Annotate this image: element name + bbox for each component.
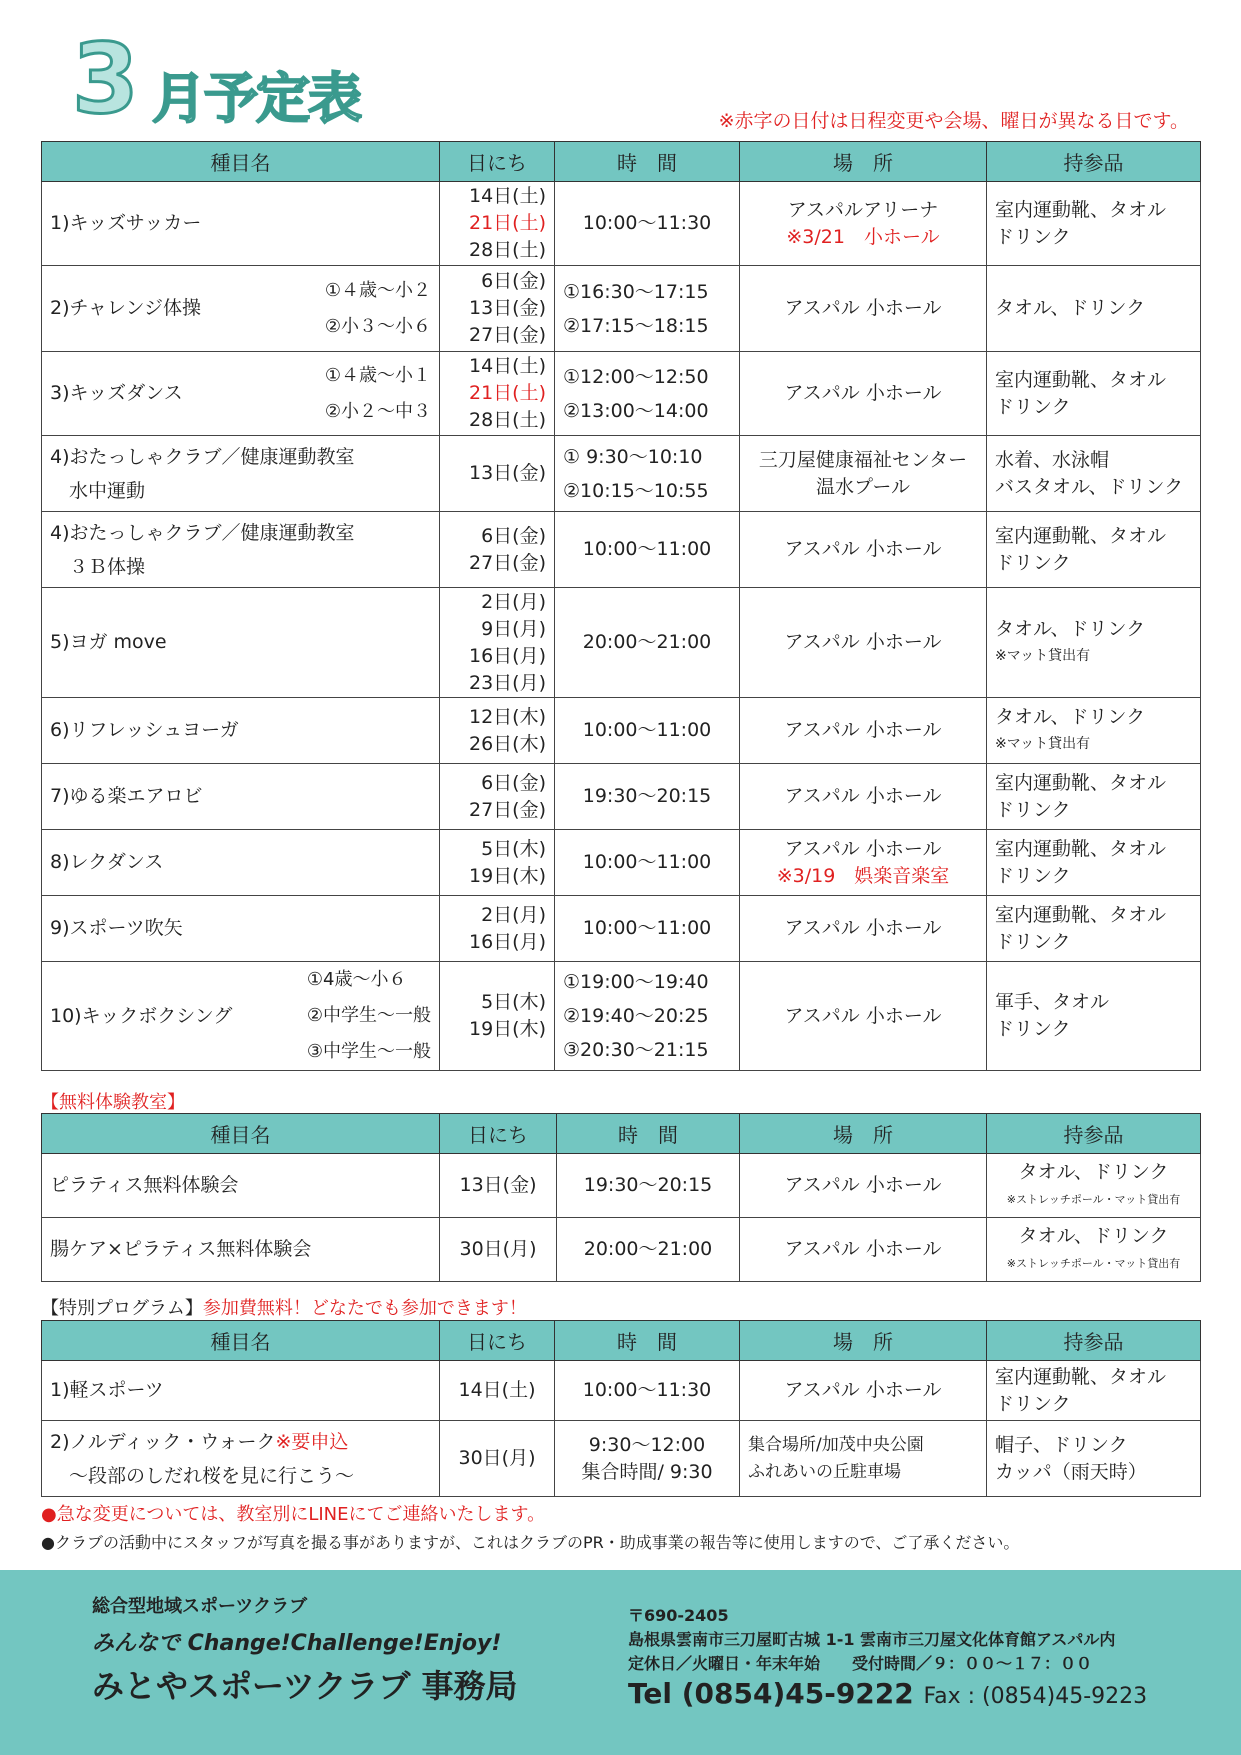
time-item: 20:00～21:00 — [582, 631, 712, 653]
table-row — [42, 512, 1201, 588]
age-group: ①４歳～小１ — [324, 364, 431, 386]
cell-name: 腸ケア×ピラティス無料体験会 — [42, 1218, 440, 1282]
table-row — [42, 896, 1201, 962]
date-item: 26日(木) — [468, 732, 546, 755]
header-name: 種目名 — [42, 1114, 440, 1154]
age-groups — [325, 273, 431, 345]
time-item: ① 9:30～10:10 — [563, 445, 703, 468]
cell-name — [42, 182, 440, 266]
activity-name: 9)スポーツ吹矢 — [50, 917, 183, 939]
cell-items — [987, 830, 1201, 896]
footer-org: 総合型地域スポーツクラブ — [92, 1596, 308, 1617]
cell-date — [440, 896, 555, 962]
cell-name — [42, 764, 440, 830]
date-item: 27日(金) — [468, 324, 546, 346]
cell-date: 30日(月) — [440, 1421, 555, 1497]
note-line-change: ●急な変更については、教室別にLINEにてご連絡いたします。 — [41, 1504, 546, 1525]
activity-name-block — [50, 1003, 232, 1030]
cell-place — [740, 182, 987, 266]
cell-name — [42, 1421, 440, 1497]
activity-name: 7)ゆる楽エアロビ — [50, 785, 203, 807]
place-item: アスパル 小ホール — [784, 1004, 942, 1027]
activity-name: 5)ヨガ move — [50, 631, 167, 653]
item-line: タオル、ドリンク — [995, 705, 1146, 728]
age-groups — [307, 962, 431, 1070]
cell-date — [440, 962, 555, 1071]
table-row — [42, 436, 1201, 512]
time-item: 集合時間/ 9:30 — [581, 1460, 713, 1483]
place-item: ※3/19 娯楽音楽室 — [776, 864, 950, 887]
activity-name: 2)ノルディック・ウォーク — [50, 1430, 276, 1453]
cell-place — [740, 764, 987, 830]
date-item: 13日(金) — [468, 297, 546, 319]
item-line: ドリンク — [995, 1392, 1071, 1415]
date-item: 12日(木) — [468, 705, 546, 728]
name-wrap — [50, 962, 431, 1070]
place-item: アスパル 小ホール — [784, 719, 942, 741]
main-schedule-table — [41, 141, 1201, 1071]
item-line: ※マット貸出有 — [995, 735, 1091, 752]
cell-time — [555, 896, 740, 962]
cell-date — [440, 698, 555, 764]
cell-time — [555, 588, 740, 698]
time-item: 10:00～11:30 — [582, 1379, 712, 1401]
cell-time — [555, 436, 740, 512]
cell-name — [42, 962, 440, 1071]
time-item: 19:30～20:15 — [582, 785, 712, 807]
item-line: ※マット貸出有 — [995, 647, 1091, 664]
date-item: 21日(土) — [468, 382, 546, 404]
cell-items — [987, 896, 1201, 962]
title-text: 月予定表 — [152, 67, 360, 130]
cell-items — [987, 1218, 1201, 1282]
cell-place: アスパル 小ホール — [740, 1154, 987, 1218]
time-item: ②13:00～14:00 — [563, 399, 709, 422]
date-item: 16日(月) — [468, 930, 546, 953]
cell-time — [555, 962, 740, 1071]
cell-time — [555, 182, 740, 266]
item-line: タオル、ドリンク — [995, 617, 1146, 640]
date-item: 13日(金) — [468, 462, 546, 484]
activity-name: 8)レクダンス — [50, 851, 164, 873]
item-line: ドリンク — [995, 225, 1071, 248]
cell-time: 19:30～20:15 — [557, 1154, 740, 1218]
cell-place — [740, 436, 987, 512]
cell-date — [440, 352, 555, 436]
header-date: 日にち — [440, 142, 555, 182]
activity-subname: 水中運動 — [50, 479, 146, 502]
cell-place — [740, 512, 987, 588]
footer-hours: 定休日／火曜日・年末年始 受付時間／９：００～１７：００ — [628, 1654, 1093, 1673]
table-row — [42, 182, 1201, 266]
date-item: 23日(月) — [468, 671, 546, 694]
table-row — [42, 830, 1201, 896]
age-group: ②中学生～一般 — [306, 1005, 431, 1026]
time-item: 9:30～12:00 — [588, 1433, 706, 1456]
cell-time — [555, 1421, 740, 1497]
cell-date: 30日(月) — [440, 1218, 557, 1282]
cell-items — [987, 512, 1201, 588]
footer-address: 島根県雲南市三刀屋町古城 1-1 雲南市三刀屋文化体育館アスパル内 — [628, 1630, 1116, 1649]
item-line: ドリンク — [995, 1018, 1071, 1040]
cell-date — [440, 182, 555, 266]
date-item: 6日(金) — [481, 270, 546, 292]
table-row — [42, 764, 1201, 830]
header-time: 時 間 — [555, 1321, 740, 1361]
header-time: 時 間 — [555, 142, 740, 182]
time-item: 10:00～11:00 — [582, 917, 712, 939]
date-item: 14日(土) — [468, 355, 546, 377]
item-note: ※ストレッチポール・マット貸出有 — [1006, 1192, 1181, 1206]
header-items: 持参品 — [987, 1321, 1201, 1361]
cell-date — [440, 764, 555, 830]
header-date: 日にち — [440, 1321, 555, 1361]
name-wrap — [50, 849, 431, 876]
cell-name — [42, 266, 440, 352]
date-item: 14日(土) — [468, 185, 546, 207]
activity-name: 1)キッズサッカー — [50, 212, 202, 234]
activity-name-block — [50, 849, 163, 876]
place-item: アスパル 小ホール — [784, 382, 942, 404]
item-line: 帽子、ドリンク — [995, 1433, 1128, 1456]
special-section-note: 参加費無料！どなたでも参加できます！ — [202, 1298, 527, 1319]
place-item: アスパル 小ホール — [784, 1379, 942, 1401]
date-item: 28日(土) — [468, 409, 546, 431]
date-item: 19日(木) — [468, 864, 546, 887]
item-line: ドリンク — [995, 930, 1071, 953]
item-line: 室内運動靴、タオル — [995, 903, 1167, 926]
cell-name — [42, 436, 440, 512]
item-line: カッパ（雨天時） — [995, 1460, 1147, 1483]
cell-name — [42, 698, 440, 764]
date-item: 2日(月) — [481, 903, 546, 926]
activity-name-block — [50, 915, 183, 942]
cell-place: アスパル 小ホール — [740, 1218, 987, 1282]
cell-time — [555, 266, 740, 352]
cell-items — [987, 436, 1201, 512]
date-item: 16日(月) — [468, 644, 546, 667]
footer-left — [92, 1592, 518, 1707]
footer-slogan: みんなで Change!Challenge!Enjoy! — [92, 1631, 502, 1656]
date-item: 5日(木) — [481, 837, 546, 860]
cell-time — [555, 764, 740, 830]
item-line: ドリンク — [995, 798, 1071, 821]
footer-fax: Fax : (0854)45-9223 — [923, 1684, 1148, 1709]
table-row — [42, 1361, 1201, 1421]
activity-name-block — [50, 717, 239, 744]
activity-name: 4)おたっしゃクラブ／健康運動教室 — [50, 445, 355, 468]
cell-name — [42, 352, 440, 436]
header-items: 持参品 — [987, 142, 1201, 182]
cell-place — [740, 1421, 987, 1497]
cell-items — [987, 588, 1201, 698]
date-item: 28日(土) — [468, 239, 546, 261]
place-item: アスパル 小ホール — [784, 785, 942, 807]
place-item: 温水プール — [815, 475, 911, 498]
time-item: 10:00～11:00 — [582, 719, 712, 741]
note-photo: ●クラブの活動中にスタッフが写真を撮る事がありますが、これはクラブのPR・助成事業の報告等に使用しますので、ご了承ください。 — [41, 1533, 1020, 1552]
free-section-title: 【無料体験教室】 — [41, 1092, 185, 1113]
place-item: アスパル 小ホール — [784, 837, 942, 860]
item-line: タオル、ドリンク — [995, 297, 1146, 319]
activity-name-block — [50, 440, 355, 508]
special-section-title — [41, 1294, 527, 1320]
table-header-row — [42, 1321, 1201, 1361]
activity-name-line — [50, 1377, 431, 1404]
name-wrap — [50, 717, 431, 744]
header-name: 種目名 — [42, 142, 440, 182]
cell-items — [987, 1421, 1201, 1497]
header-time: 時 間 — [557, 1114, 740, 1154]
free-trial-table — [41, 1113, 1201, 1282]
date-item: 19日(木) — [468, 1018, 546, 1040]
table-row — [42, 1421, 1201, 1497]
cell-place — [740, 896, 987, 962]
cell-items — [987, 1154, 1201, 1218]
footer-right — [628, 1604, 1147, 1709]
cell-date: 14日(土) — [440, 1361, 555, 1421]
cell-place — [740, 698, 987, 764]
activity-name: 2)チャレンジ体操 — [50, 297, 201, 319]
activity-name: 3)キッズダンス — [50, 382, 183, 404]
item-line: バスタオル、ドリンク — [995, 475, 1184, 498]
item-line: 軍手、タオル — [995, 991, 1110, 1013]
cell-place — [740, 1361, 987, 1421]
header-place: 場 所 — [740, 1321, 987, 1361]
age-group: ②小２～中３ — [324, 400, 431, 422]
activity-name-line — [50, 1425, 431, 1459]
activity-name-block — [50, 783, 203, 810]
cell-time — [555, 352, 740, 436]
footer — [0, 1570, 1241, 1755]
date-item: 6日(金) — [481, 524, 546, 547]
time-item: 10:00～11:00 — [582, 851, 712, 873]
age-group: ①４歳～小２ — [324, 279, 431, 301]
cell-items — [987, 764, 1201, 830]
item-line: 室内運動靴、タオル — [995, 198, 1167, 221]
date-item: 5日(木) — [481, 991, 546, 1013]
time-item: ②19:40～20:25 — [563, 1005, 709, 1027]
time-item: ①12:00～12:50 — [563, 365, 709, 388]
place-item: アスパル 小ホール — [784, 631, 942, 653]
item-note: ※ストレッチポール・マット貸出有 — [1006, 1256, 1181, 1270]
activity-subname: ３Ｂ体操 — [50, 555, 146, 578]
cell-items — [987, 266, 1201, 352]
header-date: 日にち — [440, 1114, 557, 1154]
item-line: 室内運動靴、タオル — [995, 1365, 1167, 1388]
cell-place — [740, 962, 987, 1071]
time-item: 10:00～11:30 — [582, 212, 712, 234]
item-line: ドリンク — [995, 864, 1071, 887]
date-item: 9日(月) — [481, 617, 546, 640]
cell-date — [440, 830, 555, 896]
cell-place — [740, 266, 987, 352]
date-item: 6日(金) — [481, 771, 546, 794]
cell-name — [42, 896, 440, 962]
header-place: 場 所 — [740, 142, 987, 182]
name-wrap — [50, 783, 431, 810]
time-item: ③20:30～21:15 — [563, 1039, 709, 1061]
cell-name — [42, 830, 440, 896]
footer-postal: 〒690-2405 — [628, 1606, 729, 1625]
cell-date — [440, 266, 555, 352]
cell-place — [740, 588, 987, 698]
special-program-table — [41, 1320, 1201, 1497]
cell-date — [440, 512, 555, 588]
activity-subtitle: ～段部のしだれ桜を見に行こう～ — [50, 1464, 355, 1487]
age-groups — [325, 358, 431, 430]
time-item: ①16:30～17:15 — [563, 280, 709, 303]
item-line: タオル、ドリンク — [1018, 1224, 1169, 1247]
place-item: アスパルアリーナ — [787, 198, 939, 221]
date-item: 27日(金) — [468, 551, 546, 574]
table-header-row — [42, 1114, 1201, 1154]
table-row — [42, 1218, 1201, 1282]
activity-name: 6)リフレッシュヨーガ — [50, 719, 239, 741]
item-line: ドリンク — [995, 551, 1071, 574]
cell-time: 20:00～21:00 — [557, 1218, 740, 1282]
place-item: ふれあいの丘駐車場 — [748, 1461, 901, 1482]
activity-name-block — [50, 210, 201, 237]
place-item: ※3/21 小ホール — [786, 225, 940, 248]
header-name: 種目名 — [42, 1321, 440, 1361]
header-place: 場 所 — [740, 1114, 987, 1154]
name-wrap — [50, 210, 431, 237]
table-header-row — [42, 142, 1201, 182]
item-line: 水着、水泳帽 — [995, 448, 1110, 471]
age-group: ①4歳～小６ — [306, 969, 407, 990]
cell-name — [42, 588, 440, 698]
age-group: ②小３～小６ — [324, 315, 431, 337]
activity-name: 10)キックボクシング — [50, 1004, 233, 1027]
cell-name — [42, 512, 440, 588]
activity-name-block — [50, 629, 167, 656]
table-row — [42, 1154, 1201, 1218]
cell-place — [740, 352, 987, 436]
cell-date — [440, 588, 555, 698]
age-group: ③中学生～一般 — [306, 1041, 431, 1062]
cell-date: 13日(金) — [440, 1154, 557, 1218]
top-note: ※赤字の日付は日程変更や会場、曜日が異なる日です。 — [718, 110, 1189, 132]
place-item: アスパル 小ホール — [784, 297, 942, 319]
apply-required: ※要申込 — [275, 1430, 349, 1453]
place-item: アスパル 小ホール — [784, 538, 942, 560]
time-item: 10:00～11:00 — [582, 538, 712, 560]
cell-time — [555, 512, 740, 588]
time-item: ①19:00～19:40 — [563, 971, 709, 993]
date-item: 27日(金) — [468, 798, 546, 821]
date-item: 2日(月) — [481, 590, 546, 613]
cell-items — [987, 1361, 1201, 1421]
cell-items — [987, 962, 1201, 1071]
footer-office: みとやスポーツクラブ 事務局 — [92, 1667, 518, 1705]
item-line: タオル、ドリンク — [1018, 1160, 1169, 1183]
cell-time — [555, 1361, 740, 1421]
name-wrap — [50, 629, 431, 656]
name-wrap — [50, 440, 431, 508]
table-row — [42, 352, 1201, 436]
header-items: 持参品 — [987, 1114, 1201, 1154]
cell-date — [440, 436, 555, 512]
time-item: ②10:15～10:55 — [563, 479, 709, 502]
item-line: 室内運動靴、タオル — [995, 837, 1167, 860]
table-row — [42, 266, 1201, 352]
table-row — [42, 698, 1201, 764]
cell-time — [555, 698, 740, 764]
table-row — [42, 962, 1201, 1071]
title-number: 3 — [72, 23, 139, 135]
name-wrap — [50, 358, 431, 430]
place-item: アスパル 小ホール — [784, 917, 942, 939]
cell-items — [987, 352, 1201, 436]
footer-tel: Tel (0854)45-9222 — [628, 1677, 914, 1710]
place-item: 三刀屋健康福祉センター — [758, 448, 968, 471]
item-line: 室内運動靴、タオル — [995, 524, 1167, 547]
special-section-label: 【特別プログラム】 — [41, 1298, 203, 1319]
name-wrap — [50, 273, 431, 345]
activity-name-block — [50, 516, 355, 584]
cell-place — [740, 830, 987, 896]
item-line: 室内運動靴、タオル — [995, 368, 1167, 391]
date-item: 21日(土) — [468, 212, 546, 234]
cell-items — [987, 182, 1201, 266]
activity-name-block — [50, 295, 201, 322]
activity-name: 1)軽スポーツ — [50, 1379, 164, 1401]
table-row — [42, 588, 1201, 698]
cell-name — [42, 1361, 440, 1421]
item-line: ドリンク — [995, 395, 1071, 418]
place-item: 集合場所/加茂中央公園 — [748, 1434, 924, 1455]
cell-name: ピラティス無料体験会 — [42, 1154, 440, 1218]
footer-contact — [628, 1677, 1148, 1710]
name-wrap — [50, 915, 431, 942]
item-line: 室内運動靴、タオル — [995, 771, 1167, 794]
cell-time — [555, 830, 740, 896]
time-item: ②17:15～18:15 — [563, 314, 709, 337]
activity-name-block — [50, 380, 183, 407]
name-wrap — [50, 516, 431, 584]
activity-name: 4)おたっしゃクラブ／健康運動教室 — [50, 521, 355, 544]
cell-items — [987, 698, 1201, 764]
